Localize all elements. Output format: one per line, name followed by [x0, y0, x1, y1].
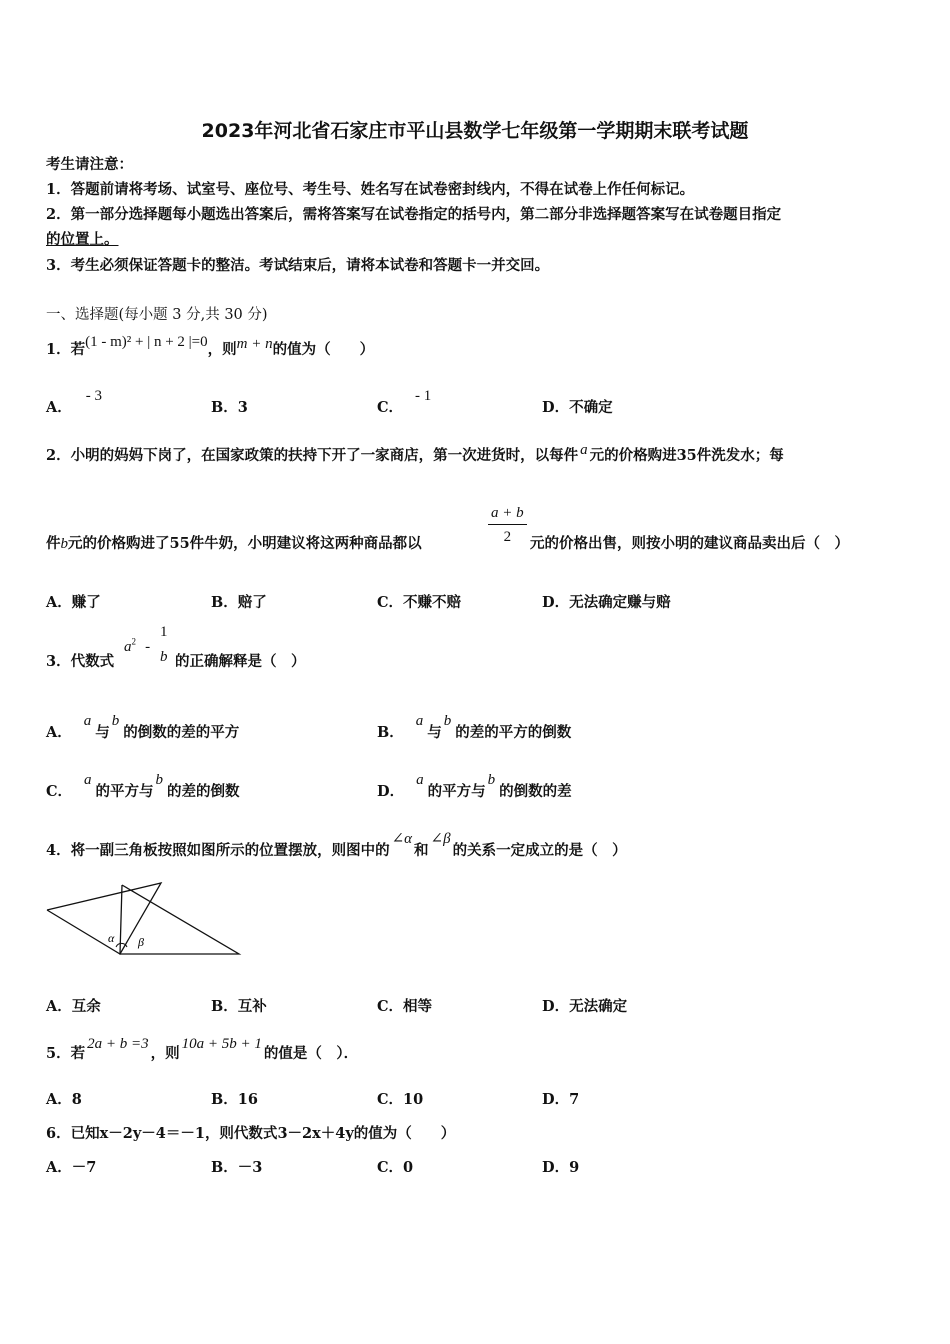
option-var: b — [443, 713, 452, 729]
q4-angle-beta: ∠β — [430, 831, 451, 847]
option-label: C． — [377, 594, 404, 611]
option-text: 的倒数的差的平方 — [123, 724, 240, 741]
q5-option-a — [46, 1088, 82, 1109]
option-text: 不确定 — [569, 399, 613, 416]
q2-option-c — [377, 591, 461, 612]
option-label: B． — [211, 998, 238, 1015]
notice-heading: 考生请注意： — [46, 156, 133, 173]
q3-number: 3．代数式 — [46, 653, 115, 670]
option-label: A． — [46, 1159, 72, 1176]
q6-option-d — [542, 1156, 579, 1177]
q1-condition: (1 - m)² + | n + 2 |=0 — [85, 334, 208, 350]
q1-option-a — [46, 388, 103, 417]
option-label: D． — [542, 399, 570, 416]
option-var: a — [83, 713, 92, 729]
question-2-line-2 — [46, 532, 422, 553]
question-5 — [46, 1036, 359, 1063]
alpha-label: α — [108, 931, 115, 945]
q1-mid: ，则 — [207, 341, 237, 358]
notice-item: 1．答题前请将考场、试室号、座位号、考生号、姓名写在试卷密封线内，不得在试卷上作任何标记。 — [46, 181, 695, 198]
option-label: A． — [46, 399, 72, 416]
fraction-numerator: a + b — [488, 505, 527, 525]
option-text: 不赚不赔 — [403, 594, 462, 611]
option-text: 的平方与 — [427, 783, 486, 800]
option-label: B． — [377, 724, 404, 741]
q2-option-a — [46, 591, 101, 612]
fraction-denominator: b — [160, 649, 168, 665]
option-label: B． — [211, 399, 238, 416]
option-text: 无法确定赚与赔 — [569, 594, 671, 611]
option-label: A． — [46, 724, 72, 741]
q6-text: 的值为（ ） — [353, 1125, 456, 1142]
q3-option-c — [46, 772, 240, 801]
option-text: 与 — [427, 724, 442, 741]
fraction-denominator: 2 — [503, 529, 512, 545]
q5-option-b — [211, 1088, 258, 1109]
beta-label: β — [138, 935, 144, 949]
q2-option-b — [211, 591, 267, 612]
option-var: b — [487, 772, 496, 788]
q2-text: 件 — [46, 535, 61, 552]
q6-option-a — [46, 1156, 96, 1177]
q3-option-d — [377, 772, 572, 801]
option-text: 赚了 — [71, 594, 101, 611]
option-label: D． — [542, 998, 570, 1015]
option-label: D． — [377, 783, 405, 800]
q4-option-c — [377, 995, 432, 1016]
q2-text: 元的价格购进35件洗发水；每 — [589, 447, 784, 464]
option-text: 的差的倒数 — [167, 783, 240, 800]
notice-item: 的位置上。 — [46, 231, 119, 248]
option-text: 8 — [71, 1091, 82, 1108]
option-text: 的差的平方的倒数 — [455, 724, 572, 741]
q3-exponent: 2 — [131, 636, 136, 647]
option-text: 9 — [569, 1159, 580, 1176]
option-label: A． — [46, 1091, 72, 1108]
q3-minus: - — [145, 639, 151, 655]
option-text: 7 — [569, 1091, 580, 1108]
option-var: a — [415, 713, 424, 729]
q2-stem-end: 元的价格出售，则按小明的建议商品卖出后（ ） — [530, 535, 849, 552]
q5-text: 的值是（ ）． — [263, 1045, 359, 1062]
q2-text: 2．小明的妈妈下岗了，在国家政策的扶持下开了一家商店，第一次进货时，以每件 — [46, 447, 579, 464]
option-var: b — [155, 772, 164, 788]
option-text: 赔了 — [237, 594, 267, 611]
q1-expression: m + n — [236, 336, 273, 352]
option-label: C． — [377, 1091, 404, 1108]
option-label: B． — [211, 1091, 238, 1108]
option-var: b — [111, 713, 120, 729]
option-label: C． — [377, 399, 404, 416]
question-2 — [46, 444, 784, 465]
option-text: 互余 — [71, 998, 101, 1015]
notice-item: 3．考生必须保证答题卡的整洁。考试结束后，请将本试卷和答题卡一并交回。 — [46, 257, 550, 274]
option-label: C． — [46, 783, 73, 800]
q3-option-b — [377, 713, 572, 742]
q4-option-b — [211, 995, 267, 1016]
q4-option-d — [542, 995, 627, 1016]
option-label: B． — [211, 1159, 238, 1176]
option-label: D． — [542, 594, 570, 611]
q6-expression: 3－2x＋4y — [277, 1125, 354, 1142]
option-text: 16 — [237, 1091, 258, 1108]
fraction-numerator: 1 — [160, 624, 168, 640]
option-label: C． — [377, 998, 404, 1015]
option-label: B． — [211, 594, 238, 611]
option-text: 0 — [403, 1159, 414, 1176]
option-text: 相等 — [403, 998, 433, 1015]
q2-text: 元的价格购进了55件牛奶，小明建议将这两种商品都以 — [68, 535, 422, 552]
option-text: 互补 — [237, 998, 267, 1015]
q5-text: 5．若 — [46, 1045, 86, 1062]
option-var: a — [84, 772, 92, 788]
q6-text: 6．已知 — [46, 1125, 100, 1142]
q4-angle-alpha: ∠α — [391, 831, 413, 847]
q2-option-d — [542, 591, 671, 612]
question-6 — [46, 1122, 455, 1143]
q5-option-c — [377, 1088, 423, 1109]
q4-text: 4．将一副三角板按照如图所示的位置摆放，则图中的 — [46, 842, 390, 859]
q6-option-b — [211, 1156, 262, 1177]
option-text: - 3 — [85, 388, 103, 404]
q6-condition: x－2y－4＝－1 — [99, 1125, 205, 1142]
q4-option-a — [46, 995, 101, 1016]
q2-fraction — [488, 505, 527, 546]
option-text: 10 — [403, 1091, 424, 1108]
notice-item: 2．第一部分选择题每小题选出答案后，需将答案写在试卷指定的括号内，第二部分非选择题答案写在试卷题目指定 — [46, 206, 782, 223]
section-heading: 一、选择题(每小题 3 分,共 30 分) — [46, 307, 268, 323]
q5-option-d — [542, 1088, 579, 1109]
q4-text: 的关系一定成立的是（ ） — [452, 842, 627, 859]
option-text: - 1 — [415, 388, 432, 404]
q3-fraction — [158, 624, 170, 666]
question-1 — [46, 334, 375, 359]
option-text: 3 — [237, 399, 248, 416]
option-text: 的平方与 — [95, 783, 154, 800]
q5-expression: 10a + 5b + 1 — [181, 1036, 262, 1052]
q1-option-b — [211, 396, 248, 417]
q2-var-b: b — [60, 536, 68, 552]
option-label: D． — [542, 1091, 570, 1108]
q5-text: ，则 — [150, 1045, 180, 1062]
q1-option-c — [377, 388, 432, 417]
q1-stem-end: 的值为（ ） — [272, 341, 375, 358]
q1-number: 1．若 — [46, 341, 86, 358]
option-label: A． — [46, 594, 72, 611]
q6-text: ，则代数式 — [204, 1125, 278, 1142]
q5-condition: 2a + b =3 — [87, 1036, 149, 1052]
question-4 — [46, 831, 627, 860]
option-text: 的倒数的差 — [499, 783, 572, 800]
option-text: 与 — [95, 724, 110, 741]
q3-var-a: a — [124, 639, 132, 655]
page-title: 2023年河北省石家庄市平山县数学七年级第一学期期末联考试题 — [201, 120, 749, 142]
q3-stem-end: 的正确解释是（ ） — [175, 653, 306, 670]
triangle-set-figure — [44, 880, 244, 960]
q3-expression — [124, 636, 154, 656]
option-label: C． — [377, 1159, 404, 1176]
q6-option-c — [377, 1156, 413, 1177]
option-label: D． — [542, 1159, 570, 1176]
option-label: A． — [46, 998, 72, 1015]
option-text: －3 — [237, 1159, 263, 1176]
q2-var-a: a — [580, 442, 588, 458]
q1-option-d — [542, 396, 613, 417]
option-text: 无法确定 — [569, 998, 628, 1015]
option-text: －7 — [71, 1159, 97, 1176]
q3-option-a — [46, 713, 240, 742]
q4-text: 和 — [414, 842, 429, 859]
option-var: a — [416, 772, 424, 788]
